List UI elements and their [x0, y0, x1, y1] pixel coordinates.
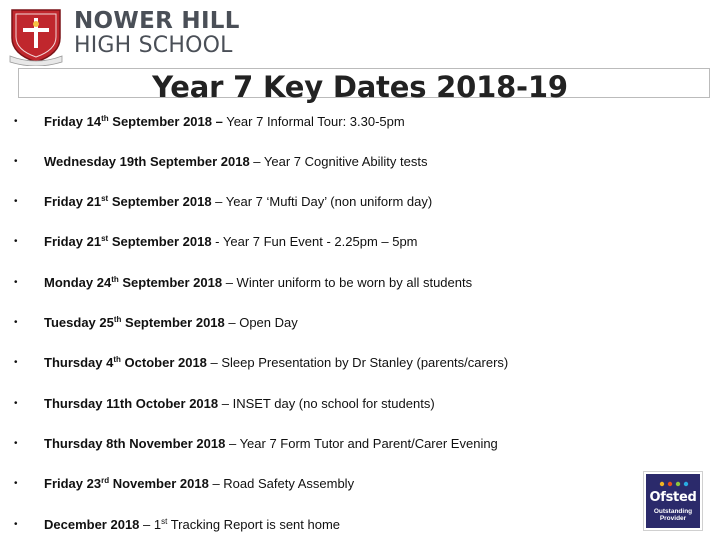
school-crest-logo	[8, 4, 64, 66]
bullet: •	[14, 357, 18, 368]
item-date-suffix: rd	[101, 476, 110, 485]
item-description: – 1	[139, 517, 162, 532]
bullet: •	[14, 196, 18, 207]
item-date-suffix: th	[101, 114, 109, 123]
ofsted-dots-icon	[654, 479, 694, 489]
item-date-suffix: th	[113, 315, 122, 324]
item-date-suffix: th	[113, 355, 121, 364]
list-item	[0, 232, 640, 252]
item-description-rest: Tracking Report is sent home	[167, 517, 341, 532]
list-item	[0, 152, 640, 172]
list-item	[0, 192, 640, 212]
bullet: •	[14, 398, 18, 409]
school-name	[74, 10, 240, 57]
item-date-rest: September 2018	[108, 234, 212, 249]
school-name-line1: NOWER HILL	[74, 8, 240, 34]
item-description: – Year 7 ‘Mufti Day’ (non uniform day)	[211, 194, 433, 209]
item-date-rest: September 2018	[121, 315, 225, 330]
item-date: Friday 23	[44, 476, 102, 491]
item-date: Friday 21	[44, 194, 102, 209]
list-item	[0, 474, 640, 494]
list-item	[0, 273, 640, 293]
item-date: Thursday 8th November 2018	[44, 436, 226, 451]
item-description: – Open Day	[224, 315, 298, 330]
item-date: Friday 14	[44, 114, 102, 129]
item-description: – Road Safety Assembly	[208, 476, 355, 491]
item-description-suffix: st	[161, 517, 168, 526]
ofsted-rating-line2: Provider	[659, 515, 687, 522]
bullet: •	[14, 116, 18, 127]
item-date: Monday 24	[44, 275, 112, 290]
list-item	[0, 353, 640, 373]
item-date: Tuesday 25	[44, 315, 114, 330]
item-date-suffix: st	[101, 194, 109, 203]
ofsted-name: Ofsted	[649, 490, 697, 505]
item-description: – Year 7 Form Tutor and Parent/Carer Evening	[225, 436, 498, 451]
item-date: December 2018	[44, 517, 140, 532]
list-item	[0, 313, 640, 333]
item-date-rest: September 2018	[118, 275, 223, 290]
item-description: Year 7 Informal Tour: 3.30-5pm	[222, 114, 405, 129]
bullet: •	[14, 236, 18, 247]
bullet: •	[14, 277, 18, 288]
item-date-rest: September 2018 –	[108, 114, 223, 129]
ofsted-rating	[646, 508, 700, 522]
item-date-rest: September 2018	[108, 194, 212, 209]
item-date-rest: November 2018	[109, 476, 209, 491]
item-date: Wednesday 19th September 2018	[44, 154, 250, 169]
list-item	[0, 394, 640, 414]
bullet: •	[14, 478, 18, 489]
list-item	[0, 515, 640, 535]
list-item	[0, 112, 640, 132]
item-date: Friday 21	[44, 234, 102, 249]
school-name-line2: HIGH SCHOOL	[74, 33, 233, 58]
ofsted-outstanding-badge	[644, 472, 702, 530]
item-date: Thursday 4	[44, 355, 114, 370]
item-description: – Sleep Presentation by Dr Stanley (parents/carers)	[206, 355, 509, 370]
item-date: Thursday 11th October 2018	[44, 396, 219, 411]
item-description: - Year 7 Fun Event - 2.25pm – 5pm	[211, 234, 418, 249]
bullet: •	[14, 519, 18, 530]
item-description: – INSET day (no school for students)	[218, 396, 435, 411]
item-date-suffix: st	[101, 234, 109, 243]
bullet: •	[14, 156, 18, 167]
page-title: Year 7 Key Dates 2018-19	[152, 70, 568, 104]
item-date-rest: October 2018	[120, 355, 207, 370]
item-description: – Year 7 Cognitive Ability tests	[249, 154, 428, 169]
item-date-suffix: th	[111, 275, 119, 284]
bullet: •	[14, 317, 18, 328]
bullet: •	[14, 438, 18, 449]
item-description: – Winter uniform to be worn by all students	[222, 275, 473, 290]
ofsted-rating-line1: Outstanding	[653, 508, 693, 515]
list-item	[0, 434, 640, 454]
